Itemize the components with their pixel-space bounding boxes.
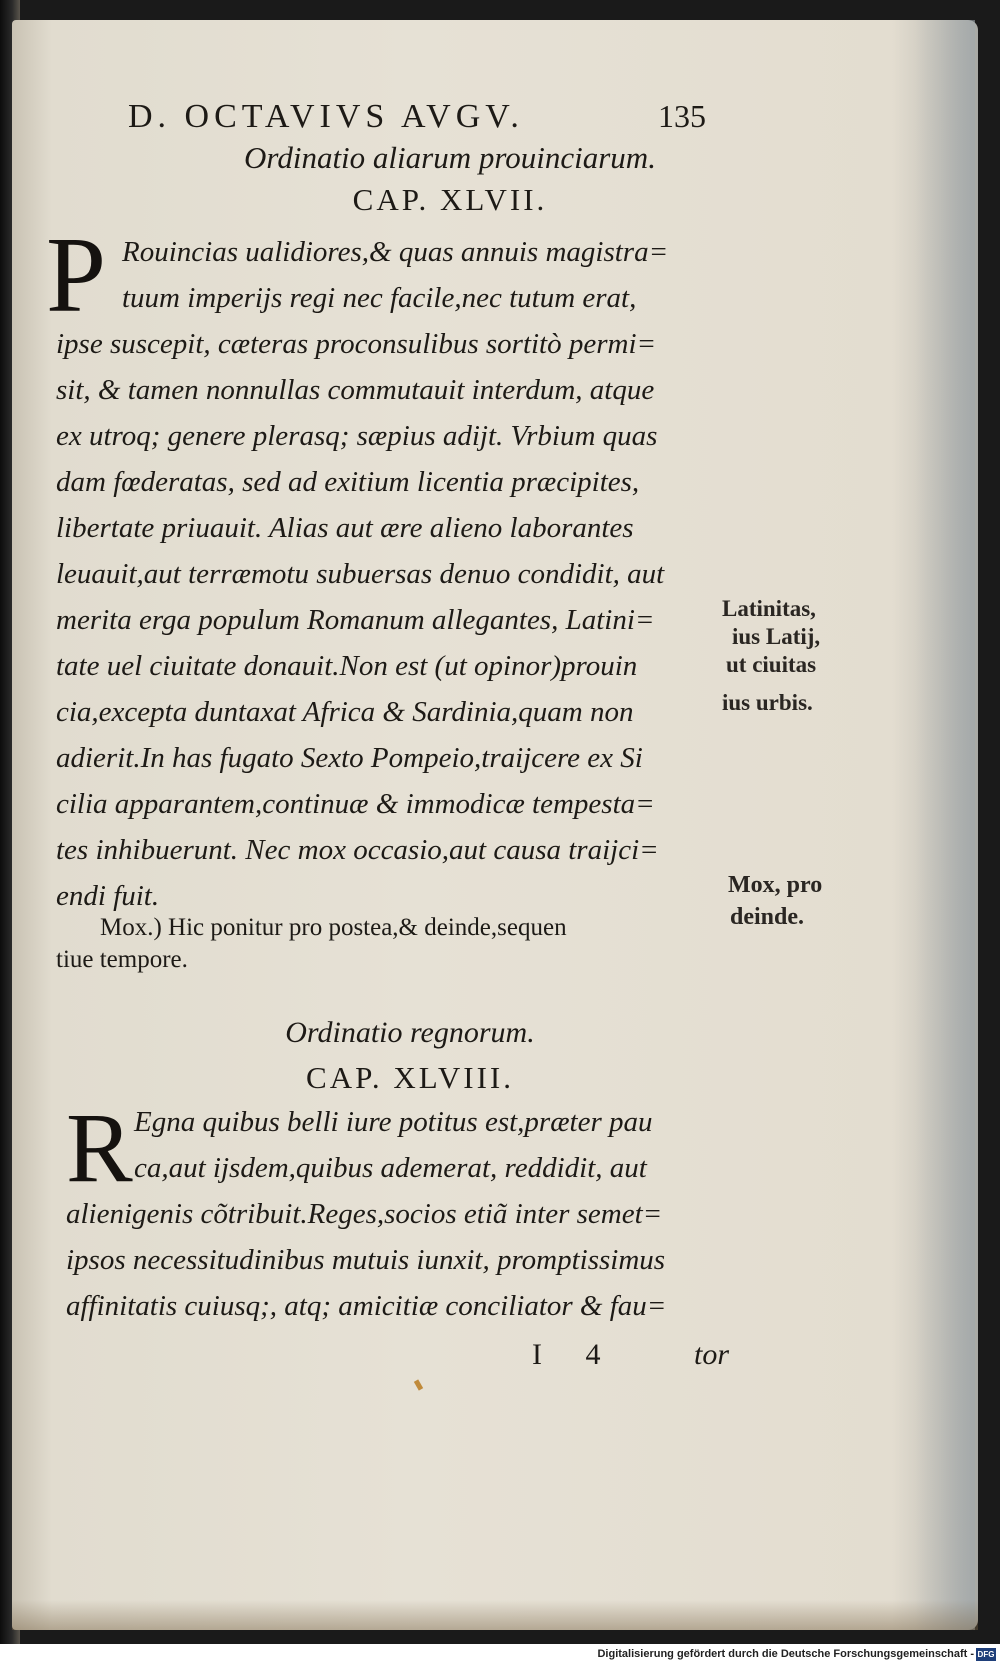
- ch48-line-3: alienigenis cõtribuit.Reges,socios etiã inter semet=: [66, 1198, 663, 1230]
- catchword: tor: [694, 1338, 730, 1371]
- ch48-line-1: Egna quibus belli iure potitus est,præter pau: [134, 1106, 653, 1138]
- page-bottom-shadow: [12, 1600, 978, 1630]
- margin-note-latinitas-4: ius urbis.: [722, 690, 813, 715]
- margin-note-latinitas-3: ut ciuitas: [726, 652, 817, 677]
- margin-note-mox-1: Mox, pro: [728, 872, 823, 898]
- chapter-48-cap: CAP. XLVIII.: [306, 1060, 514, 1095]
- ch48-line-2: ca,aut ijsdem,quibus ademerat, reddidit, aut: [134, 1152, 647, 1184]
- ch47-line-14: tes inhibuerunt. Nec mox occasio,aut causa traijci=: [56, 834, 659, 866]
- dropcap-p: P: [46, 216, 107, 335]
- ch47-line-1: Rouincias ualidiores,& quas annuis magistra=: [122, 236, 669, 268]
- ch47-line-10: tate uel ciuitate donauit.Non est (ut opinor)prouin: [56, 650, 638, 682]
- ch48-line-4: ipsos necessitudinibus mutuis iunxit, promptissimus: [66, 1244, 666, 1276]
- ch47-line-3: ipse suscepit, cæteras proconsulibus sortitò permi=: [56, 328, 657, 360]
- ch47-line-6: dam fœderatas, sed ad exitium licentia præcipites,: [56, 466, 640, 498]
- ch48-line-5: affinitatis cuiusq;, atq; amicitiæ conciliator & fau=: [66, 1290, 667, 1322]
- chapter-47-title: Ordinatio aliarum prouinciarum.: [244, 140, 656, 175]
- dfg-logo-icon: DFG: [977, 1650, 995, 1659]
- ch47-line-4: sit, & tamen nonnullas commutauit interdum, atque: [56, 374, 655, 406]
- ch47-line-8: leuauit,aut terræmotu subuersas denuo condidit, aut: [56, 558, 665, 590]
- page-fore-edge: [915, 20, 975, 1630]
- ch47-line-12: adierit.In has fugato Sexto Pompeio,traijcere ex Si: [56, 742, 643, 774]
- running-head: D. OCTAVIVS AVGV.: [128, 98, 524, 135]
- ch47-line-2: tuum imperijs regi nec facile,nec tutum erat,: [122, 282, 637, 314]
- chapter-47-cap: CAP. XLVII.: [352, 182, 548, 217]
- chapter-48-title: Ordinatio regnorum.: [285, 1016, 535, 1049]
- dropcap-r: R: [66, 1092, 133, 1203]
- margin-note-latinitas-1: Latinitas,: [722, 596, 816, 621]
- ch47-line-11: cia,excepta duntaxat Africa & Sardinia,quam non: [56, 696, 634, 728]
- footer-credit: Digitalisierung gefördert durch die Deutsche Forschungsgemeinschaft -: [597, 1648, 974, 1660]
- annotation-line-2: tiue tempore.: [56, 946, 188, 973]
- annotation-line-1: Mox.) Hic ponitur pro postea,& deinde,sequen: [100, 914, 567, 941]
- folio-number: 135: [658, 98, 706, 134]
- ch47-line-7: libertate priuauit. Alias aut ære alieno laborantes: [56, 512, 634, 544]
- ch47-line-15: endi fuit.: [56, 880, 160, 912]
- margin-note-latinitas-2: ius Latij,: [732, 624, 821, 649]
- margin-note-mox-2: deinde.: [730, 904, 805, 930]
- ch47-line-13: cilia apparantem,continuæ & immodicæ tempesta=: [56, 788, 655, 820]
- ch47-line-9: merita erga populum Romanum allegantes, Latini=: [56, 604, 655, 636]
- ch47-line-5: ex utroq; genere plerasq; sæpius adijt. Vrbium quas: [56, 420, 658, 452]
- signature-mark: I 4: [532, 1338, 619, 1371]
